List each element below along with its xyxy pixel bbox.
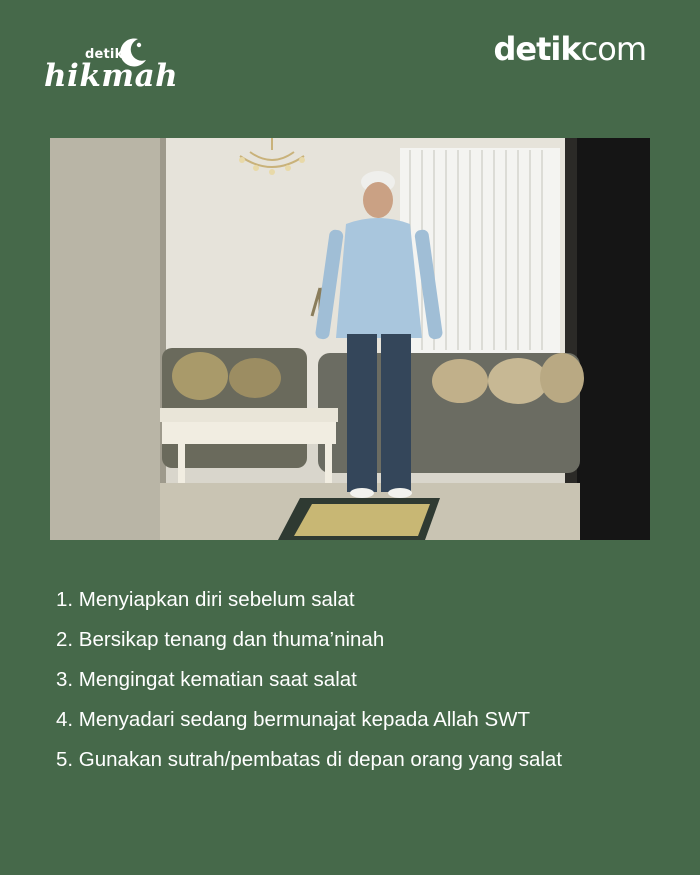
- list-item: 5. Gunakan sutrah/pembatas di depan orang yang salat: [56, 748, 563, 771]
- logo-small-text: detik: [85, 47, 124, 62]
- list-item: 2. Bersikap tenang dan thuma’ninah: [56, 628, 385, 651]
- detikhikmah-logo: [44, 36, 184, 100]
- logo-detik-text: detik: [493, 30, 581, 68]
- list-item: 1. Menyiapkan diri sebelum salat: [56, 588, 355, 611]
- tips-list: [56, 585, 562, 785]
- list-item: 4. Menyadari sedang bermunajat kepada Allah SWT: [56, 708, 531, 731]
- logo-big-text: hikmah: [44, 58, 179, 94]
- logo-com-text: com: [580, 30, 646, 68]
- detikcom-logo: [494, 30, 647, 68]
- photo-illustration: [50, 138, 650, 540]
- prayer-photo: [50, 138, 650, 540]
- list-item: 3. Mengingat kematian saat salat: [56, 668, 357, 691]
